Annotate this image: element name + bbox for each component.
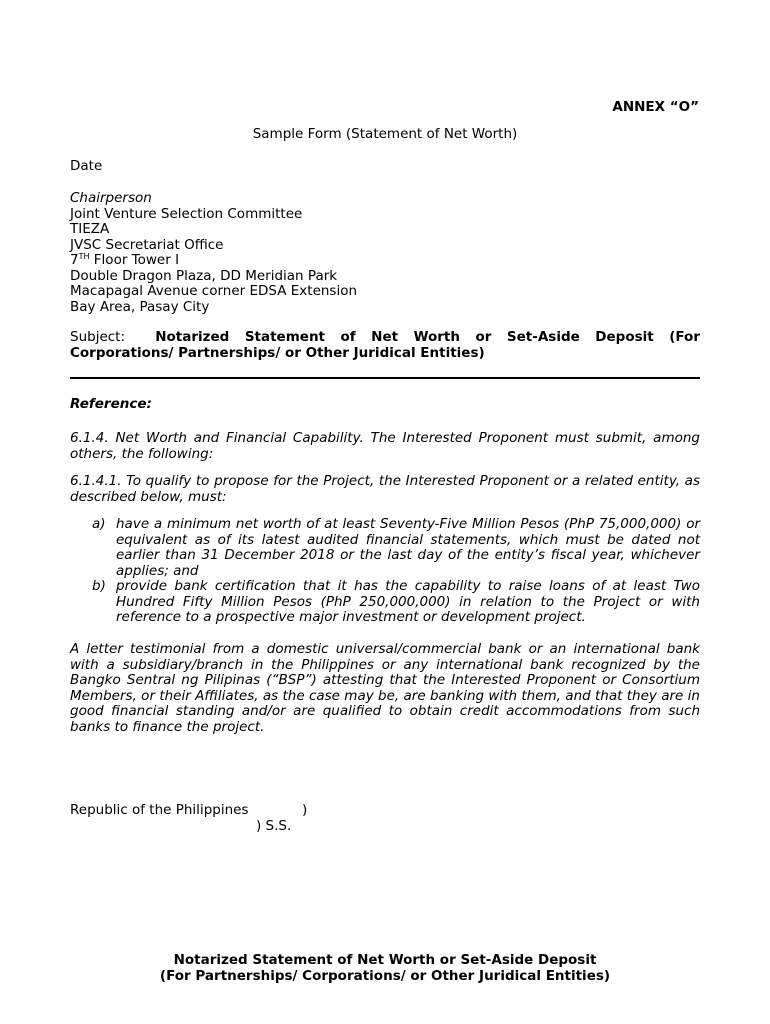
address-line-floor	[70, 253, 357, 269]
section-6-1-4-1: 6.1.4.1. To qualify to propose for the Project, the Interested Proponent or a related entity, as described below, must:	[70, 473, 700, 505]
list-item	[92, 579, 700, 626]
footer-title-line1: Notarized Statement of Net Worth or Set-Aside Deposit	[173, 952, 597, 968]
horizontal-rule	[70, 377, 700, 379]
list-text: have a minimum net worth of at least Seventy-Five Million Pesos (PhP 75,000,000) or equivalent as of its latest audited financial statements, which must be dated not earlier than 31 December 2018 or the last day of the entity’s fiscal year, whichever applies; and	[116, 516, 700, 579]
subject-line	[70, 330, 700, 361]
subject-text: Notarized Statement of Net Worth or Set-Aside Deposit (For Corporations/ Partnerships/ or Other Juridical Entities)	[70, 329, 700, 361]
section-6-1-4: 6.1.4. Net Worth and Financial Capability. The Interested Proponent must submit, among others, the following:	[70, 430, 700, 462]
address-line-avenue: Macapagal Avenue corner EDSA Extension	[70, 283, 358, 299]
address-line-office: JVSC Secretariat Office	[70, 236, 224, 253]
date-label: Date	[70, 158, 103, 174]
floor-suffix: TH	[78, 252, 90, 261]
republic-label: Republic of the Philippines	[70, 802, 249, 818]
annex-label: ANNEX “O”	[612, 99, 699, 115]
reference-heading: Reference:	[70, 396, 152, 412]
list-marker: b)	[92, 578, 106, 594]
address-block	[70, 191, 357, 315]
address-line-city: Bay Area, Pasay City	[70, 298, 210, 315]
list-text: provide bank certification that it has the capability to raise loans of at least Two Hundred Fifty Million Pesos (PhP 250,000,000) in relation to the Project or with reference to a prospective major investment or development project.	[116, 578, 700, 625]
address-line-committee: Joint Venture Selection Committee	[70, 205, 303, 222]
list-marker: a)	[92, 516, 106, 532]
subject-label: Subject:	[70, 329, 126, 345]
ss-label: ) S.S.	[256, 818, 292, 834]
floor-number: 7	[70, 252, 79, 268]
address-line-plaza: Double Dragon Plaza, DD Meridian Park	[70, 267, 338, 284]
letter-testimonial-paragraph: A letter testimonial from a domestic universal/commercial bank or an international bank with a subsidiary/branch in the Philippines or any international bank recognized by the Bangko Sentral ng Pilipinas (“BSP”) attesting that the Interested Proponent or Consortium Members, or their Affiliates, as the case may be, are banking with them, and that they are in good financial standing and/or are qualified to obtain credit accommodations from such banks to finance the project.	[70, 641, 700, 735]
list-item	[92, 517, 700, 579]
address-line-tieza: TIEZA	[70, 221, 110, 237]
form-title: Sample Form (Statement of Net Worth)	[252, 126, 518, 142]
address-line-chairperson: Chairperson	[70, 190, 152, 206]
floor-text: Floor Tower I	[89, 252, 180, 268]
venue-paren: )	[302, 802, 308, 818]
footer-title	[0, 953, 770, 984]
footer-title-line2: (For Partnerships/ Corporations/ or Other Juridical Entities)	[159, 967, 611, 984]
